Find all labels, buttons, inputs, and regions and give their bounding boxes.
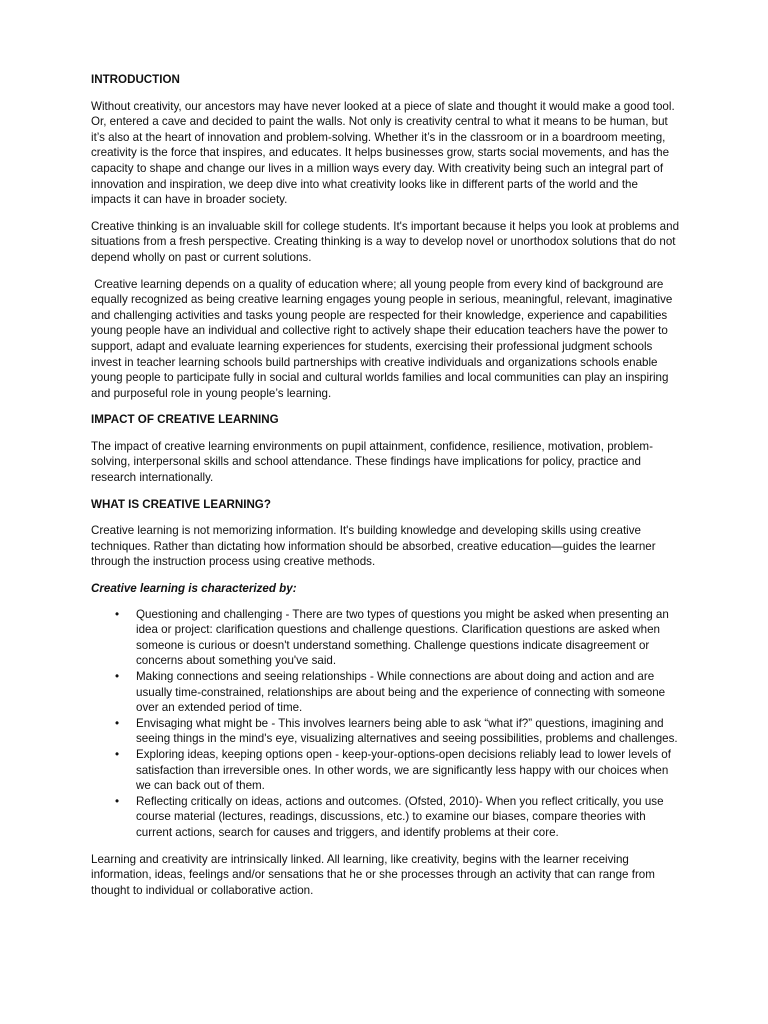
intro-paragraph-3: Creative learning depends on a quality of education where; all young people from every kind of background are equally recognized as being creative learning engages young people in serious, meaningful, relevant, imaginative and challenging activities and tasks young people are respected for their knowledge, experience and capabilities young people have an individual and collective right to actively shape their education teachers have the power to support, adapt and evaluate learning experiences for students, exercising their professional judgment schools invest in teacher learning schools build partnerships with creative individuals and organizations schools enable young people to participate fully in social and cultural worlds families and local communities can play an inspiring and purposeful role in young people’s learning. — [91, 277, 676, 400]
characteristics-list — [91, 607, 680, 841]
impact-paragraph: The impact of creative learning environments on pupil attainment, confidence, resilience, motivation, problem-solving, interpersonal skills and school attendance. These findings have implications for policy, practice and research internationally. — [91, 439, 653, 485]
list-item-text: Envisaging what might be - This involves learners being able to ask “what if?” questions, imagining and seeing things in the mind's eye, visualizing alternatives and seeing possibilities, problems and challenges. — [136, 716, 678, 746]
bullet-icon: • — [115, 747, 120, 761]
characterized-subheading: Creative learning is characterized by: — [91, 582, 297, 596]
bullet-icon: • — [115, 670, 120, 683]
bullet-icon: • — [115, 794, 120, 808]
list-item — [115, 747, 680, 794]
list-item-text: Questioning and challenging - There are two types of questions you might be asked when presenting an idea or project: clarification questions and challenge questions. Clarification questions are asked when someone is curious or doesn't understand something. Challenge questions indicate disagreement or concerns about something you've said. — [136, 607, 669, 668]
intro-paragraph-1: Without creativity, our ancestors may have never looked at a piece of slate and thought it would make a good tool. Or, entered a cave and decided to paint the walls. Not only is creativity central to what it means to be human, but it’s also at the heart of innovation and problem-solving. Whether it’s in the classroom or in a boardroom meeting, creativity is the force that inspires, and educates. It helps businesses grow, starts social movements, and has the capacity to shape and change our lives in a million ways every day. With creativity being such an integral part of innovation and inspiration, we deep dive into what creativity looks like in different parts of the world and the impacts it can have in broader society. — [91, 99, 675, 207]
list-item — [115, 669, 680, 716]
bullet-icon: • — [115, 716, 120, 730]
bullet-icon: • — [115, 607, 120, 621]
impact-heading: IMPACT OF CREATIVE LEARNING — [91, 413, 279, 427]
introduction-heading: INTRODUCTION — [91, 73, 180, 86]
what-paragraph: Creative learning is not memorizing information. It's building knowledge and developing skills using creative techniques. Rather than dictating how information should be absorbed, creative education—guides the learner through the instruction process using creative methods. — [91, 524, 656, 569]
list-item — [115, 607, 680, 669]
list-item-text: Exploring ideas, keeping options open - keep-your-options-open decisions reliably lead to lower levels of satisfaction than irreversible ones. In other words, we are significantly less happy with our choices when we can back out of them. — [136, 747, 671, 793]
what-heading: WHAT IS CREATIVE LEARNING? — [91, 497, 271, 511]
list-item — [115, 716, 680, 747]
list-item-text: Making connections and seeing relationships - While connections are about doing and action and are usually time-constrained, relationships are about being and the experience of connecting with someone over an extended period of time. — [136, 670, 666, 715]
list-item-text: Reflecting critically on ideas, actions and outcomes. (Ofsted, 2010)- When you reflect critically, you use course material (lectures, readings, discussions, etc.) to examine our biases, compare theories with current actions, search for causes and triggers, and identify problems at their core. — [136, 794, 664, 839]
list-item — [115, 794, 680, 841]
intro-paragraph-2: Creative thinking is an invaluable skill for college students. It's important because it helps you look at problems and situations from a fresh perspective. Creating thinking is a way to develop novel or unorthodox solutions that do not depend wholly on past or current solutions. — [91, 219, 680, 264]
closing-paragraph: Learning and creativity are intrinsically linked. All learning, like creativity, begins with the learner receiving information, ideas, feelings and/or sensations that he or she processes through an activity that can range from thought to individual or collaborative action. — [91, 852, 655, 897]
